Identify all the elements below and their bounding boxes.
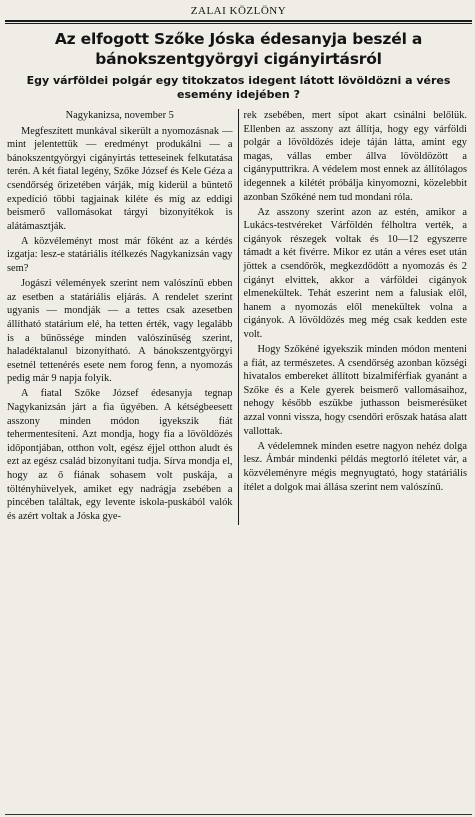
left-column: [5, 109, 239, 525]
paragraph: rek zsebében, mert sípot akart csinálni belőlük. Ellenben az asszony azt állítja, hogy egy várföldi polgár a lövöldözés ideje táján látta, amint egy magas, vállas ember állva lövöldözött a cigányputtrikra. A védelem most ennek az állítólagos idegennek a kilétét próbálja kinyomozni, közelebbit azonban Szőkéné nem tud mondani róla.: [243, 110, 467, 203]
masthead-rule-thin: [5, 23, 472, 24]
bottom-rule: [5, 814, 472, 815]
article-headline: Az elfogott Szőke Jóska édesanyja beszél a bánokszentgyörgyi cigányirtásról: [54, 30, 423, 68]
paragraph: A védelemnek minden esetre nagyon nehéz dolga lesz. Ámbár mindenki példás megtorló ítéletet vár, a közvéleményre mégis megnyugtató, hogy statáriális ítélet a dolgok mai állása szerint nem valószínű.: [243, 440, 467, 493]
article-subhead: Egy várföldei polgár egy titokzatos idegent látott lövöldözni a véres esemény idejében ?: [26, 74, 451, 101]
paragraph: Hogy Szőkéné igyekszik minden módon menteni a fiát, az természetes. A csendőrség azonban községi hivatalos embereket állított bizalmiférfiak gyanánt a Szőke és a Kele gyerek beismerő vallomásaihoz, nehogy később eszükbe juthasson beismerésüket azzal vonni vissza, hogy csendőri erőszak hatása alatt vallottak.: [243, 344, 467, 437]
right-column: [239, 109, 473, 525]
paragraph: A közvéleményt most már főként az a kérdés izgatja: lesz-e statáriális ítélkezés Nagykanizsán vagy sem?: [7, 235, 233, 275]
paragraph: A fiatal Szőke József édesanyja tegnap Nagykanizsán járt a fia ügyében. A kétségbeesett asszony minden módon igyekszik fiát tehermentesíteni. Azt mondja, hogy fia a lövöldözés időpontjában, otthon volt, egész éjjel otthon aludt és ezt az egész család bizonyítani tudja. Sírva mondja el, hogy az ő fiának sohasem volt puskája, a töltényhüvelyek, amiket egy nadrágja zsebében a pincében találtak, egy levente iskola-puskából valók és azért voltak a Jóska gye-: [7, 388, 233, 522]
dateline: Nagykanizsa, november 5: [65, 110, 174, 121]
paragraph: Megfeszített munkával sikerült a nyomozásnak — mint jelentettük — eredményt produkálni — a bánokszentgyörgyi cigányirtás tetteseinek felkutatása terén. A két fiatal legény, Szőke József és Kele Géza a csendőrség őrizetében várják, míg kiderül a büntető expedíció többi tagjainak kiléte és míg az eddigi beismerő vallomásokat tárgyi bizonyítékok is alátámasztják.: [7, 125, 233, 232]
paragraph: Az asszony szerint azon az estén, amikor a Lukács-testvéreket Várföldén félholtra verték, a cigányok részegek voltak és 10—12 egyszerre támadt a két fivérre. Mikor ez után a véres eset után jöttek a csendőrök, megkezdődött a nyomozás és 2 cigányt elvittek, akkor a várföldei cigányok elmenekültek. Tehát eszerint nem a falusiak elől, hanem a nyomozás elől menekültek volna a cigányok. A lövöldözés meg még csak kedden este volt.: [243, 206, 467, 340]
masthead: ZALAI KÖZLÖNY: [190, 5, 287, 17]
article-body: [5, 109, 472, 525]
paragraph: Jogászi vélemények szerint nem valószínű ebben az esetben a statáriális eljárás. A rendelet szerint ugyanis — mondják — a tettes csak azesetben állítható statárium elé, ha tetten érték, vagy legalább is a bűnössége minden valószínűség szerint, haladéktalanul bizonyítható. A bánokszentgyörgyi esetnél tettenérés esete nem forog fenn, a nyomozás pedig már 9 napja folyik.: [7, 278, 233, 385]
masthead-rule-thick: [5, 20, 472, 22]
